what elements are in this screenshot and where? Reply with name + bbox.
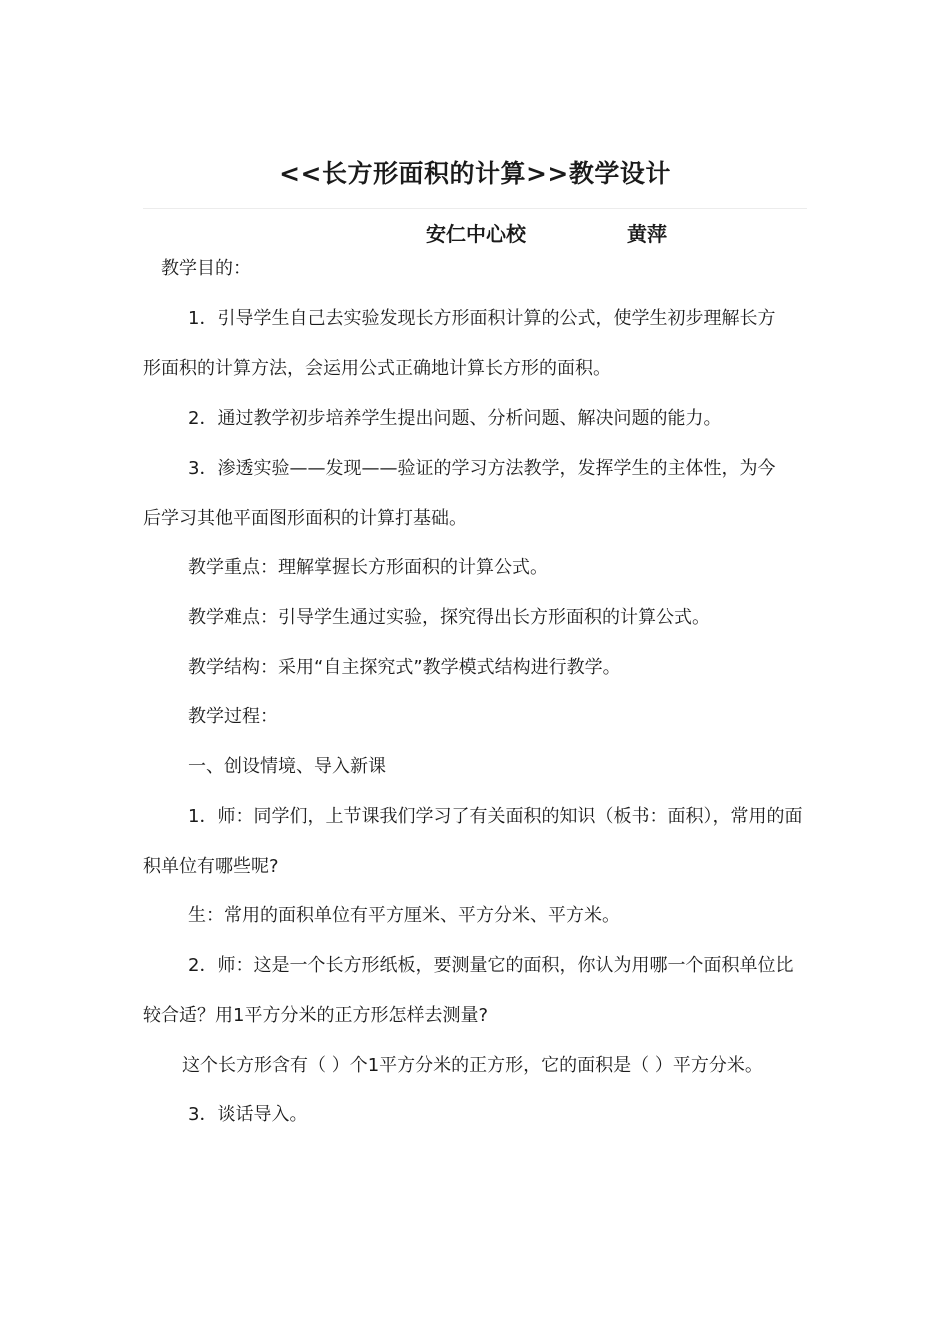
aims-heading: 教学目的： <box>161 258 251 279</box>
paragraph-line: 生：常用的面积单位有平方厘米、平方分米、平方米。 <box>188 905 620 926</box>
section-heading: 一、创设情境、导入新课 <box>188 756 386 777</box>
author-name: 黄萍 <box>627 222 667 246</box>
paragraph-line: 2．师：这是一个长方形纸板，要测量它的面积，你认为用哪一个面积单位比 <box>188 955 794 976</box>
paragraph-line: 1．师：同学们，上节课我们学习了有关面积的知识（板书：面积），常用的面 <box>188 806 803 827</box>
key-point-line: 教学重点：理解掌握长方形面积的计算公式。 <box>188 557 548 578</box>
paragraph-line: 这个长方形含有（ ）个1平方分米的正方形，它的面积是（ ）平方分米。 <box>182 1055 763 1076</box>
structure-line: 教学结构：采用“自主探究式”教学模式结构进行教学。 <box>188 657 621 678</box>
paragraph-line: 积单位有哪些呢? <box>143 856 279 877</box>
process-heading: 教学过程： <box>188 706 278 727</box>
paragraph-line: 后学习其他平面图形面积的计算打基础。 <box>143 508 467 529</box>
difficulty-line: 教学难点：引导学生通过实验，探究得出长方形面积的计算公式。 <box>188 607 710 628</box>
paragraph-line: 3．渗透实验——发现——验证的学习方法教学，发挥学生的主体性，为今 <box>188 458 776 479</box>
paragraph-line: 较合适？用1平方分米的正方形怎样去测量? <box>143 1005 489 1026</box>
paragraph-line: 3．谈话导入。 <box>188 1104 308 1125</box>
paragraph-line: 形面积的计算方法，会运用公式正确地计算长方形的面积。 <box>143 358 611 379</box>
title-divider <box>143 208 807 209</box>
paragraph-line: 2．通过教学初步培养学生提出问题、分析问题、解决问题的能力。 <box>188 408 722 429</box>
paragraph-line: 1．引导学生自己去实验发现长方形面积计算的公式，使学生初步理解长方 <box>188 308 776 329</box>
author-school: 安仁中心校 <box>426 222 526 246</box>
document-title: <<长方形面积的计算>>教学设计 <box>279 159 671 188</box>
